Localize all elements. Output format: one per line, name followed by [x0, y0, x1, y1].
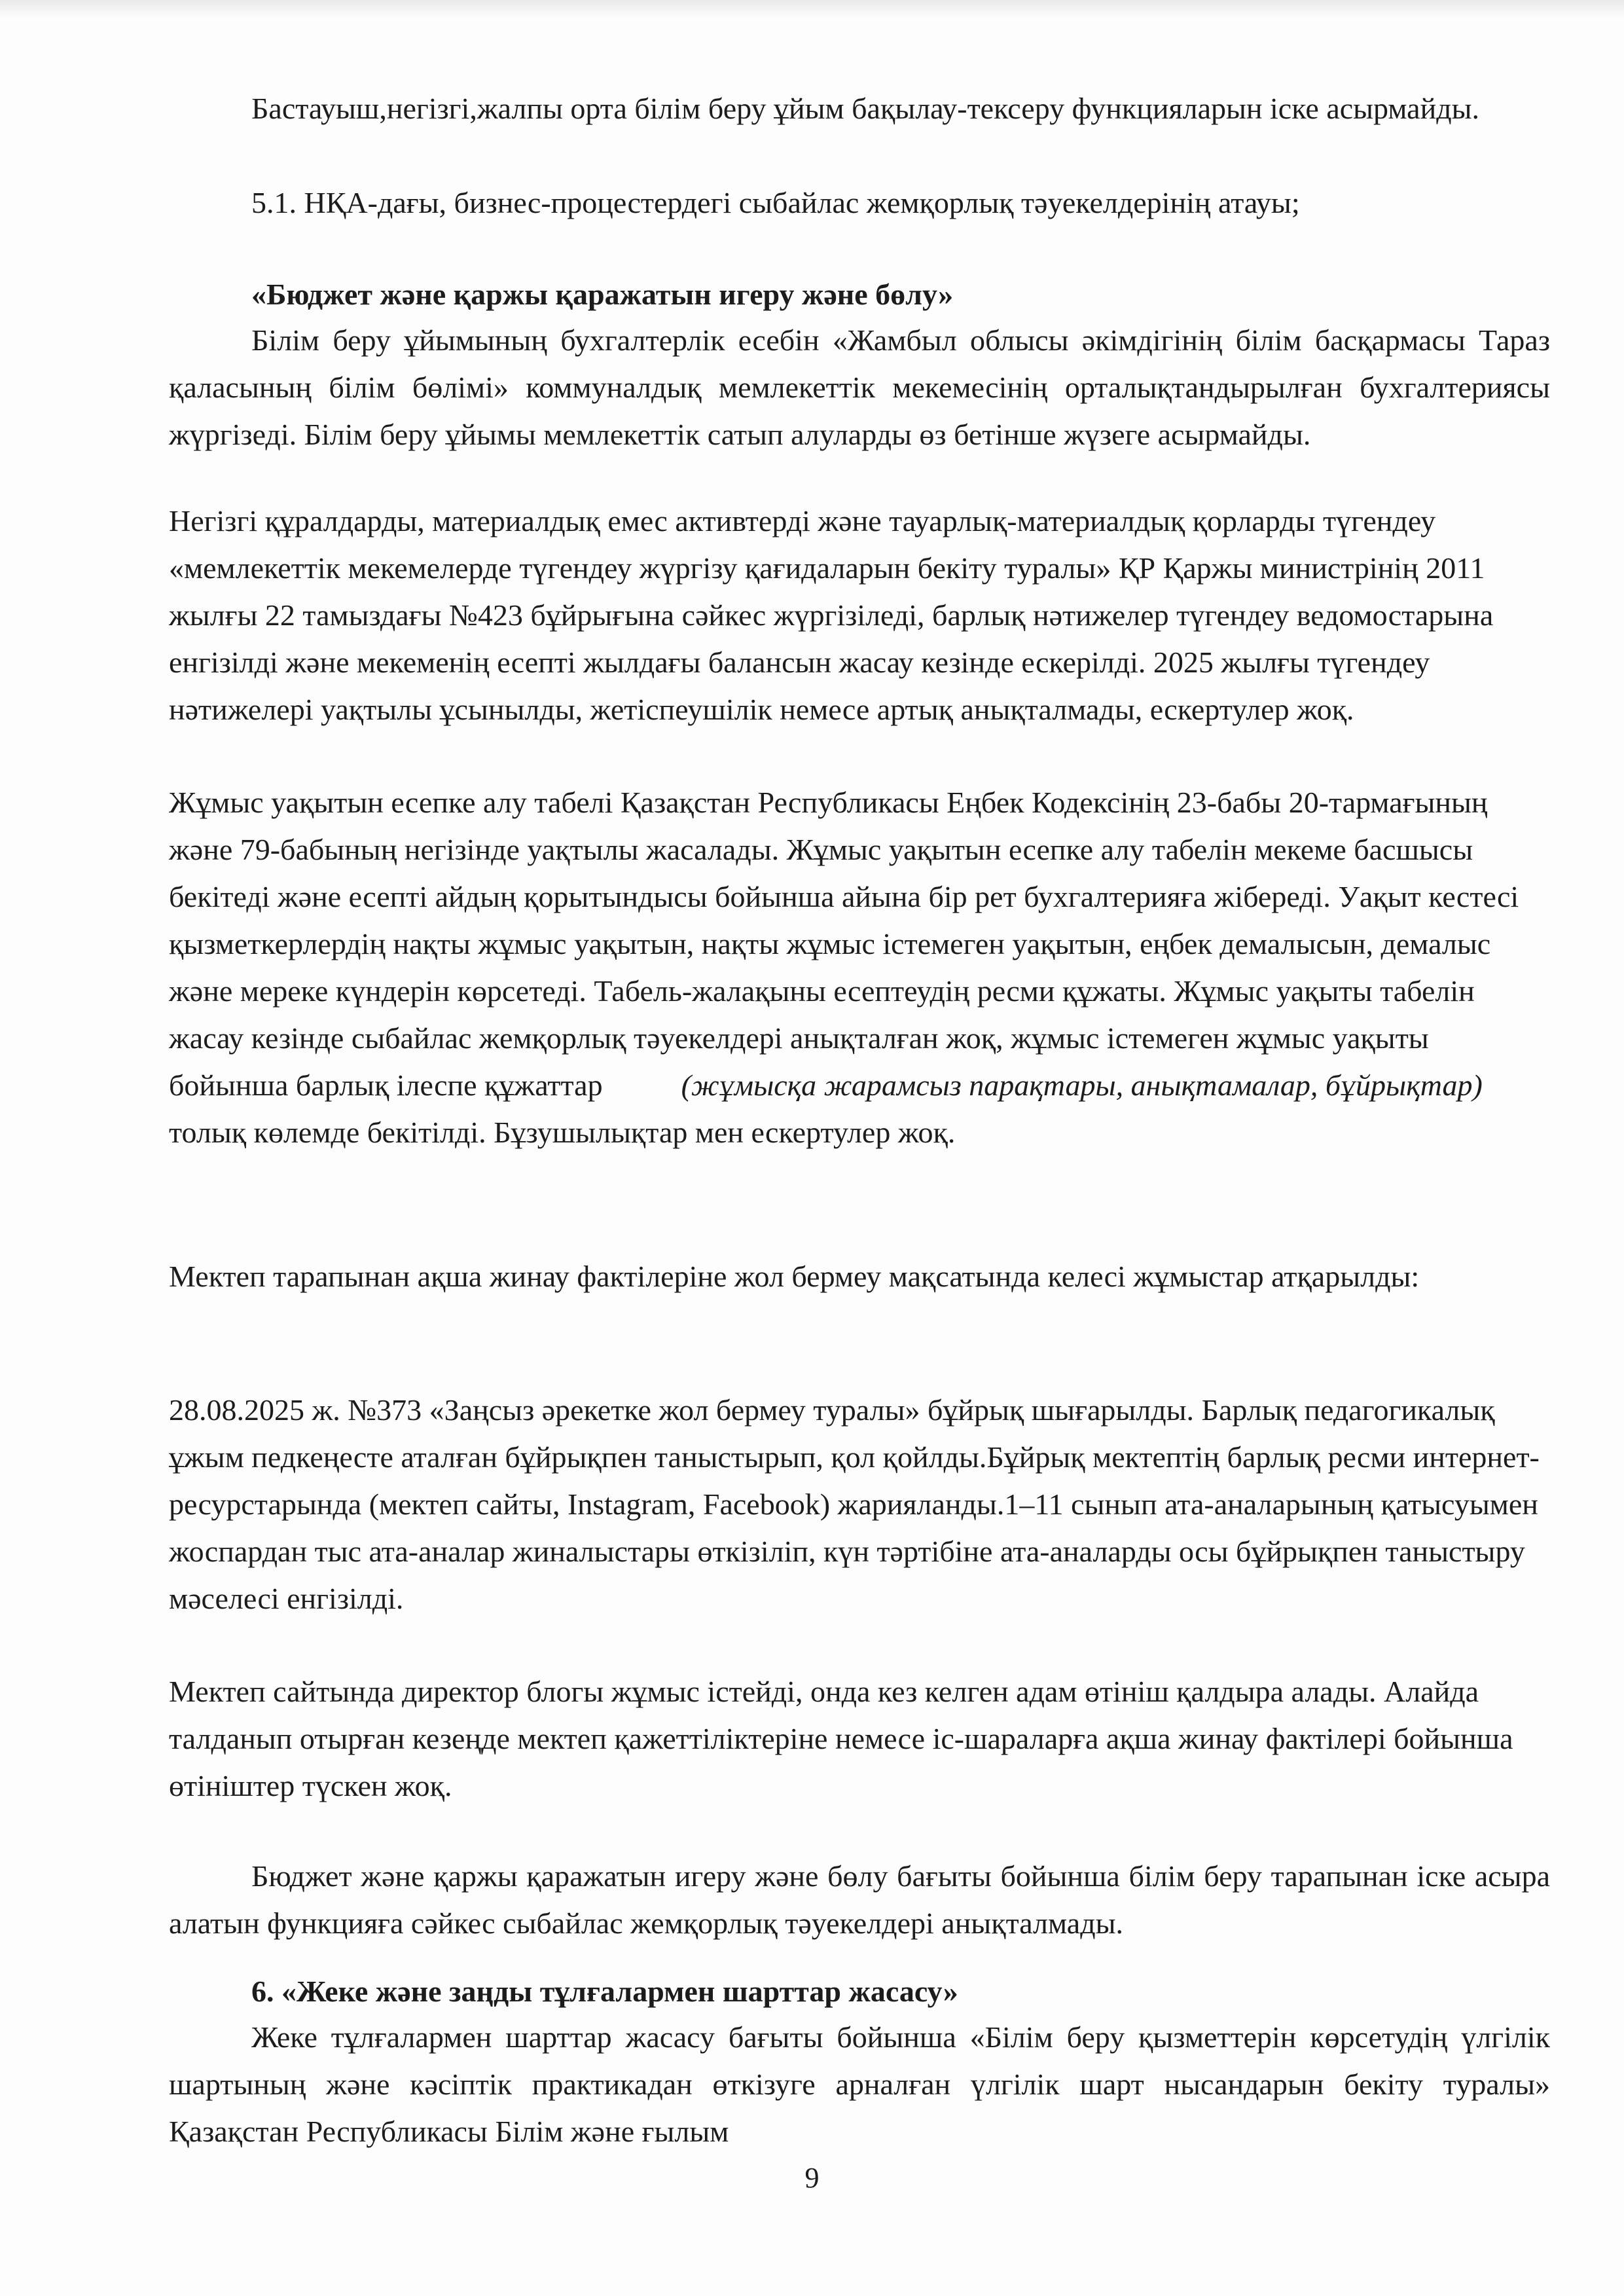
paragraph-budget-conclusion: Бюджет және қаржы қаражатын игеру және бөлу бағыты бойынша білім беру тарапынан іске асыра алатын функцияға сәйкес сыбайлас жемқорлық тәуекелдері анықталмады. — [169, 1859, 1550, 1940]
paragraph-order-373: 28.08.2025 ж. №373 «Заңсыз әрекетке жол бермеу туралы» бұйрық шығарылды. Барлық педагогикалық ұжым педкеңесте аталған бұйрықпен таныстырып, қол қойлды.Бұйрық мектептің барлық ресми интернет-ресурстарында (мектеп сайты, Instagram, Facebook) жарияланды.1–11 сынып ата-аналарының қатысуымен жоспардан тыс ата-аналар жиналыстары өткізіліп, күн тәртібіне ата-аналарды осы бұйрықпен таныстыру мәселесі енгізілді. — [169, 1393, 1540, 1615]
timesheet-text: Жұмыс уақытын есепке алу табелі Қазақстан Республикасы Еңбек Кодексінің 23-бабы 20-тармағының және 79-бабының негізінде уақтылы жасалады. Жұмыс уақытын есепке алу табелін мекеме басшысы бекітеді және есепті айдың қорытындысы бойынша айына бір рет бухгалтерияға жібереді. Уақыт кестесі қызметкерлердің нақты жұмыс уақытын, нақты жұмыс істемеген уақытын, еңбек демалысын, демалыс және мереке күндерін көрсетеді. Табель-жалақыны есептеудің ресми құжаты. Жұмыс уақыты табелін жасау кезінде сыбайлас жемқорлық тәуекелдері анықталған жоқ, жұмыс істемеген жұмыс уақыты бойынша барлық ілеспе құжаттар — [169, 786, 1519, 1102]
scan-edge — [0, 0, 1624, 18]
paragraph-section-5-1: 5.1. НҚА-дағы, бизнес-процестердегі сыбайлас жемқорлық тәуекелдерінің атауы; — [251, 186, 1300, 219]
timesheet-documents-italic: (жұмысқа жарамсыз парақтары, анықтамалар, бұйрықтар) — [681, 1068, 1483, 1102]
paragraph-timesheet — [169, 779, 1550, 1156]
page-number: 9 — [804, 2162, 820, 2194]
heading-contracts: 6. «Жеке және заңды тұлғалармен шарттар жасасу» — [251, 1975, 958, 2008]
paragraph-contracts: Жеке тұлғалармен шарттар жасасу бағыты бойынша «Білім беру қызметтерін көрсетудің үлгілік шартының және кәсіптік практикадан өткізуге арналған үлгілік шарт нысандарын бекіту туралы» Қазақстан Республикасы Білім және ғылым — [169, 2020, 1550, 2148]
paragraph-accounting: Білім беру ұйымының бухгалтерлік есебін «Жамбыл облысы әкімдігінің білім басқармасы Тараз қаласының білім бөлімі» коммуналдық мемлекеттік мекемесінің орталықтандырылған бухгалтериясы жүргізеді. Білім беру ұйымы мемлекеттік сатып алуларды өз бетінше жүзеге асырмайды. — [169, 323, 1550, 451]
paragraph-money-collection: Мектеп тарапынан ақша жинау фактілеріне жол бермеу мақсатында келесі жұмыстар атқарылды: — [169, 1260, 1420, 1293]
timesheet-text-end: толық көлемде бекітілді. Бұзушылықтар мен ескертулер жоқ. — [169, 1116, 956, 1149]
paragraph-director-blog: Мектеп сайтында директор блогы жұмыс істейді, онда кез келген адам өтініш қалдыра алады. Алайда талданып отырған кезеңде мектеп қажеттіліктеріне немесе іс-шараларға ақша жинау фактілері бойынша өтініштер түскен жоқ. — [169, 1675, 1513, 1802]
paragraph-inventory: Негізгі құралдарды, материалдық емес активтерді және тауарлық-материалдық қорларды түгендеу «мемлекеттік мекемелерде түгендеу жүргізу қағидаларын бекіту туралы» ҚР Қаржы министрінің 2011 жылғы 22 тамыздағы №423 бұйрығына сәйкес жүргізіледі, барлық нәтижелер түгендеу ведомостарына енгізілді және мекеменің есепті жылдағы балансын жасау кезінде ескерілді. 2025 жылғы түгендеу нәтижелері уақтылы ұсынылды, жетіспеушілік немесе артық анықталмады, ескертулер жоқ. — [169, 504, 1494, 726]
heading-budget-finance: «Бюджет және қаржы қаражатын игеру және бөлу» — [251, 278, 954, 311]
paragraph-control-functions: Бастауыш,негізгі,жалпы орта білім беру ұйым бақылау-тексеру функцияларын іске асырмайды. — [251, 92, 1480, 125]
